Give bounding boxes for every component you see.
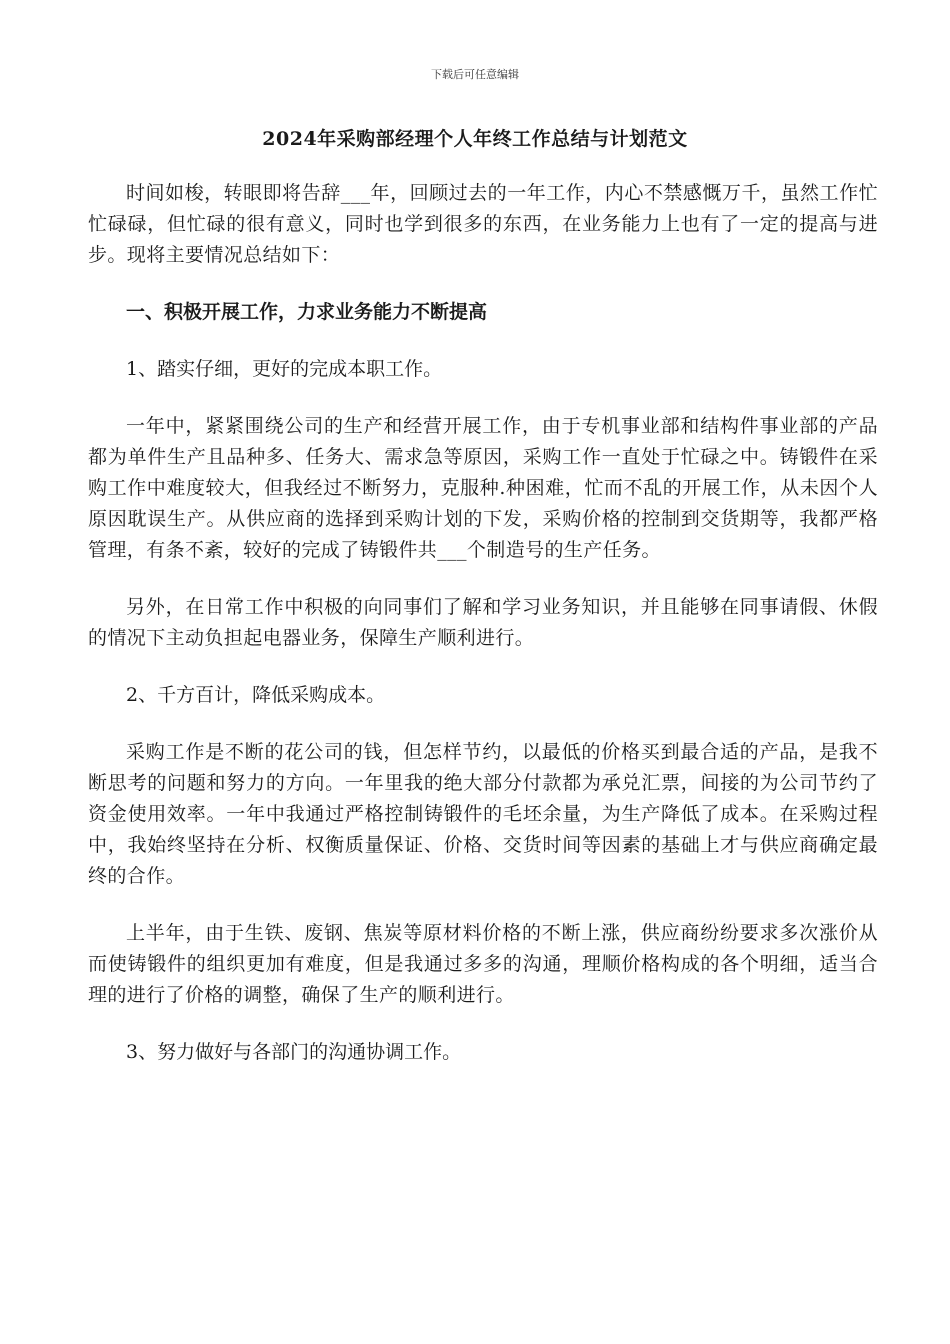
section-heading-1: 一、积极开展工作，力求业务能力不断提高	[126, 301, 488, 323]
item-heading-1: 1、踏实仔细，更好的完成本职工作。	[126, 358, 443, 380]
item-heading-3: 3、努力做好与各部门的沟通协调工作。	[126, 1041, 462, 1063]
item2-paragraph-2: 上半年，由于生铁、废钢、焦炭等原材料价格的不断上涨，供应商纷纷要求多次涨价从而使铸锻件的组织更加有难度，但是我通过多多的沟通，理顺价格构成的各个明细，适当合理的进行了价格的调整，确保了生产的顺利进行。	[88, 922, 878, 1006]
item2-paragraph-1: 采购工作是不断的花公司的钱，但怎样节约，以最低的价格买到最合适的产品，是我不断思考的问题和努力的方向。一年里我的绝大部分付款都为承兑汇票，间接的为公司节约了资金使用效率。一年中我通过严格控制铸锻件的毛坯余量，为生产降低了成本。在采购过程中，我始终坚持在分析、权衡质量保证、价格、交货时间等因素的基础上才与供应商确定最终的合作。	[88, 741, 878, 887]
item1-paragraph-2: 另外，在日常工作中积极的向同事们了解和学习业务知识，并且能够在同事请假、休假的情况下主动负担起电器业务，保障生产顺利进行。	[88, 596, 878, 649]
document-title: 2024年采购部经理个人年终工作总结与计划范文	[262, 128, 688, 150]
item1-paragraph-1: 一年中，紧紧围绕公司的生产和经营开展工作，由于专机事业部和结构件事业部的产品都为单件生产且品种多、任务大、需求急等原因，采购工作一直处于忙碌之中。铸锻件在采购工作中难度较大，但我经过不断努力，克服种.种困难，忙而不乱的开展工作，从未因个人原因耽误生产。从供应商的选择到采购计划的下发，采购价格的控制到交货期等，我都严格管理，有条不紊，较好的完成了铸锻件共___个制造号的生产任务。	[88, 415, 878, 561]
item-heading-2: 2、千方百计，降低采购成本。	[126, 684, 386, 706]
intro-paragraph: 时间如梭，转眼即将告辞___年，回顾过去的一年工作，内心不禁感慨万千，虽然工作忙忙碌碌，但忙碌的很有意义，同时也学到很多的东西，在业务能力上也有了一定的提高与进步。现将主要情况总结如下：	[88, 182, 878, 266]
header-note: 下载后可任意编辑	[431, 68, 519, 81]
document-body	[88, 178, 878, 1094]
